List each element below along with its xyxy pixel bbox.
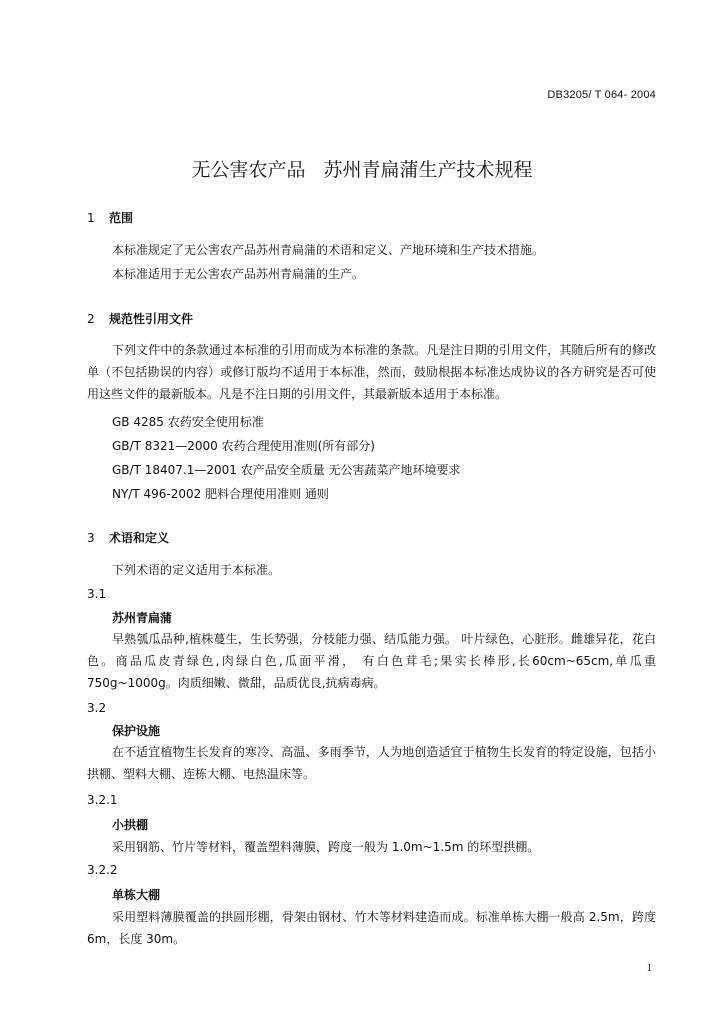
term-name: 保护设施 — [112, 724, 161, 738]
references-intro: 下列文件中的条款通过本标准的引用而成为本标准的条款。凡是注日期的引用文件，其随后所有的修改单（不包括勘误的内容）或修订版均不适用于本标准，然而，鼓励根据本标准达成协议的各方研究是否可使用这些文件的最新版本。凡是不注日期的引用文件，其最新版本适用于本标准。 — [87, 343, 656, 401]
section-title: 范围 — [109, 211, 134, 225]
section-heading-references — [87, 310, 193, 327]
term-definition: 采用塑料薄膜覆盖的拱圆形棚，骨架由钢材、竹木等材料建造而成。标准单栋大棚一般高 2.5m，跨度 6m，长度 30m。 — [87, 910, 656, 946]
section-number: 1 — [87, 211, 95, 225]
section-heading-scope — [87, 209, 133, 226]
term-number: 3.2.2 — [87, 863, 118, 877]
term-name: 单栋大棚 — [112, 888, 161, 902]
section-title: 规范性引用文件 — [109, 312, 194, 326]
reference-item: GB/T 18407.1—2001 农产品安全质量 无公害蔬菜产地环境要求 — [112, 463, 461, 477]
section-number: 3 — [87, 531, 95, 545]
document-number: DB3205/ T 064- 2004 — [547, 89, 656, 101]
section-heading-terms — [87, 529, 169, 546]
term-definition: 采用钢筋、竹片等材料，覆盖塑料薄膜，跨度一般为 1.0m~1.5m 的环型拱棚。 — [112, 840, 540, 854]
section-title: 术语和定义 — [109, 531, 170, 545]
scope-line-2: 本标准适用于无公害农产品苏州青扁蒲的生产。 — [112, 267, 365, 281]
reference-item: GB 4285 农药安全使用标准 — [112, 415, 264, 429]
term-name: 苏州青扁蒲 — [112, 611, 173, 625]
document-title: 无公害农产品 苏州青扁蒲生产技术规程 — [191, 159, 533, 181]
term-number: 3.2 — [87, 701, 107, 715]
scope-line-1: 本标准规定了无公害农产品苏州青扁蒲的术语和定义、产地环境和生产技术措施。 — [112, 243, 545, 257]
page-number: 1 — [646, 962, 652, 974]
reference-item: GB/T 8321—2000 农药合理使用准则(所有部分) — [112, 439, 375, 453]
term-definition: 在不适宜植物生长发育的寒冷、高温、多雨季节，人为地创造适宜于植物生长发育的特定设施，包括小拱棚、塑料大棚、连栋大棚、电热温床等。 — [87, 745, 656, 781]
term-number: 3.1 — [87, 587, 107, 601]
term-number: 3.2.1 — [87, 793, 118, 807]
term-definition: 早熟瓠瓜品种,植株蔓生，生长势强，分枝能力强、结瓜能力强。 叶片绿色，心脏形。雌雄异花，花白色。商品瓜皮青绿色,肉绿白色,瓜面平滑， 有白色茸毛;果实长棒形,长60cm~65cm,单瓜重750g~1000g。肉质细嫩、微甜，品质优良,抗病毒病。 — [87, 632, 656, 690]
term-name: 小拱棚 — [112, 818, 149, 832]
terms-intro: 下列术语的定义适用于本标准。 — [112, 563, 281, 577]
reference-item: NY/T 496-2002 肥料合理使用准则 通则 — [112, 487, 329, 501]
section-number: 2 — [87, 312, 95, 326]
